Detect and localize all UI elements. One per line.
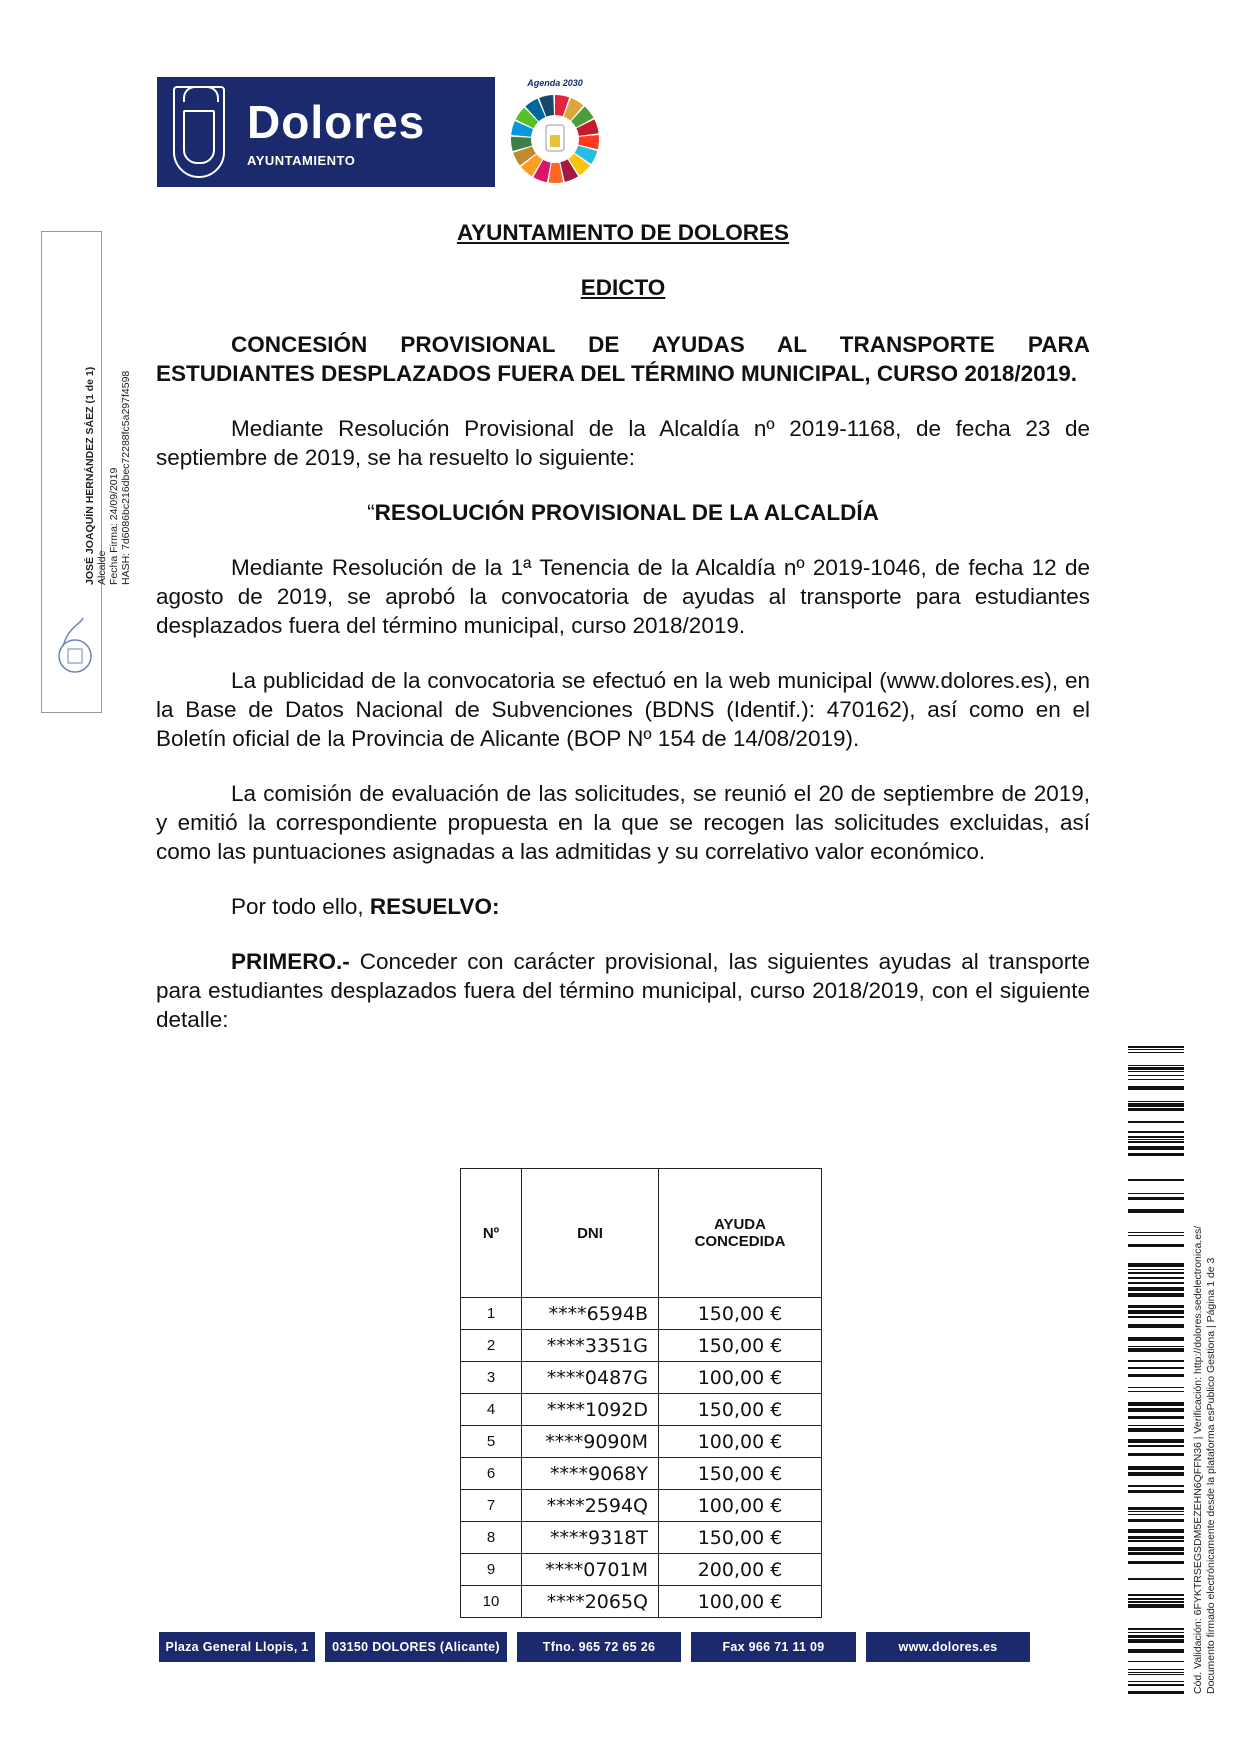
document-body	[156, 218, 1090, 1034]
col-header-number: Nº	[461, 1169, 522, 1298]
validation-line-2: Documento firmado electrónicamente desde la plataforma esPublico Gestiona | Página 1 de 3	[1205, 1257, 1217, 1694]
document-subject: CONCESIÓN PROVISIONAL DE AYUDAS AL TRANSPORTE PARA ESTUDIANTES DESPLAZADOS FUERA DEL TÉRMINO MUNICIPAL, CURSO 2018/2019.	[156, 332, 1090, 386]
table-row	[461, 1330, 822, 1362]
table-row	[461, 1458, 822, 1490]
logo-subtitle: AYUNTAMIENTO	[247, 152, 356, 168]
row-dni: ****9068Y	[522, 1458, 659, 1490]
paragraph-comision: La comisión de evaluación de las solicitudes, se reunió el 20 de septiembre de 2019, y emitió la correspondiente propuesta en la que se recogen las solicitudes excluidas, así como las puntuaciones asignadas a las admitidas y su correlativo valor económico.	[156, 781, 1090, 864]
paragraph-resuelvo: Por todo ello, RESUELVO:	[231, 894, 500, 919]
row-dni: ****0701M	[522, 1554, 659, 1586]
row-dni: ****6594B	[522, 1298, 659, 1330]
row-amount: 150,00 €	[659, 1394, 822, 1426]
row-amount: 150,00 €	[659, 1458, 822, 1490]
coat-of-arms-icon	[173, 86, 225, 178]
table-row	[461, 1490, 822, 1522]
row-dni: ****9090M	[522, 1426, 659, 1458]
row-number: 2	[461, 1330, 522, 1362]
logo-name: Dolores	[247, 95, 426, 148]
dolores-logo	[157, 77, 495, 187]
row-number: 1	[461, 1298, 522, 1330]
row-dni: ****2065Q	[522, 1586, 659, 1618]
signer-role: Alcalde	[96, 550, 108, 585]
signature-hash: HASH: 7d6086bc216dbec72288fc5a297f4598	[120, 370, 132, 585]
signature-seal-icon	[55, 616, 95, 678]
row-number: 3	[461, 1362, 522, 1394]
row-amount: 200,00 €	[659, 1554, 822, 1586]
col-header-dni: DNI	[522, 1169, 659, 1298]
aid-table	[460, 1168, 822, 1618]
agenda-2030-label: Agenda 2030	[527, 78, 583, 88]
row-number: 4	[461, 1394, 522, 1426]
footer-address: Plaza General Llopis, 1	[159, 1632, 315, 1662]
resolution-title: RESOLUCIÓN PROVISIONAL DE LA ALCALDÍA	[374, 500, 879, 525]
paragraph-primero: PRIMERO.- Conceder con carácter provisional, las siguientes ayudas al transporte para estudiantes desplazados fuera del término municipal, curso 2018/2019, con el siguiente detalle:	[156, 949, 1090, 1032]
row-number: 8	[461, 1522, 522, 1554]
validation-barcode	[1128, 1046, 1184, 1694]
org-title: AYUNTAMIENTO DE DOLORES	[456, 220, 790, 245]
table-row	[461, 1554, 822, 1586]
signature-block	[84, 367, 132, 585]
signature-date: Fecha Firma: 24/09/2019	[108, 467, 120, 585]
row-dni: ****3351G	[522, 1330, 659, 1362]
row-amount: 150,00 €	[659, 1330, 822, 1362]
table-row	[461, 1394, 822, 1426]
row-amount: 100,00 €	[659, 1362, 822, 1394]
table-row	[461, 1362, 822, 1394]
row-number: 10	[461, 1586, 522, 1618]
row-amount: 100,00 €	[659, 1490, 822, 1522]
col-header-amount: AYUDA CONCEDIDA	[659, 1169, 822, 1298]
row-dni: ****0487G	[522, 1362, 659, 1394]
row-dni: ****2594Q	[522, 1490, 659, 1522]
resolution-heading: “RESOLUCIÓN PROVISIONAL DE LA ALCALDÍA	[367, 500, 879, 525]
row-number: 9	[461, 1554, 522, 1586]
row-amount: 150,00 €	[659, 1522, 822, 1554]
row-number: 5	[461, 1426, 522, 1458]
row-dni: ****1092D	[522, 1394, 659, 1426]
validation-text	[1192, 1226, 1218, 1694]
footer-phone: Tfno. 965 72 65 26	[517, 1632, 681, 1662]
paragraph-intro: Mediante Resolución Provisional de la Alcaldía nº 2019-1168, de fecha 23 de septiembre de 2019, se ha resuelto lo siguiente:	[156, 416, 1090, 470]
row-number: 7	[461, 1490, 522, 1522]
table-row	[461, 1426, 822, 1458]
row-number: 6	[461, 1458, 522, 1490]
row-amount: 100,00 €	[659, 1426, 822, 1458]
paragraph-publicidad: La publicidad de la convocatoria se efectuó en la web municipal (www.dolores.es), en la Base de Datos Nacional de Subvenciones (BDNS (Identif.): 470162), así como en el Boletín oficial de la Provincia de Alicante (BOP Nº 154 de 14/08/2019).	[156, 668, 1090, 751]
table-row	[461, 1586, 822, 1618]
row-amount: 150,00 €	[659, 1298, 822, 1330]
signer-name: JOSÉ JOAQUÍN HERNÁNDEZ SÁEZ (1 de 1)	[84, 366, 96, 585]
footer-fax: Fax 966 71 11 09	[691, 1632, 856, 1662]
document-type: EDICTO	[580, 275, 666, 300]
footer-web: www.dolores.es	[866, 1632, 1030, 1662]
footer-city: 03150 DOLORES (Alicante)	[325, 1632, 507, 1662]
paragraph-convocatoria: Mediante Resolución de la 1ª Tenencia de la Alcaldía nº 2019-1046, de fecha 12 de agosto de 2019, se aprobó la convocatoria de ayudas al transporte para estudiantes desplazados fuera del término municipal, curso 2018/2019.	[156, 555, 1090, 638]
validation-line-1: Cód. Validación: 6FYKTRSEGSDM5EZEHN6QFFN36 | Verificación: http://dolores.sedelectronica.es/	[1192, 1225, 1204, 1694]
row-amount: 100,00 €	[659, 1586, 822, 1618]
row-dni: ****9318T	[522, 1522, 659, 1554]
table-row	[461, 1522, 822, 1554]
agenda-2030-wheel-icon	[500, 77, 610, 187]
table-row	[461, 1298, 822, 1330]
